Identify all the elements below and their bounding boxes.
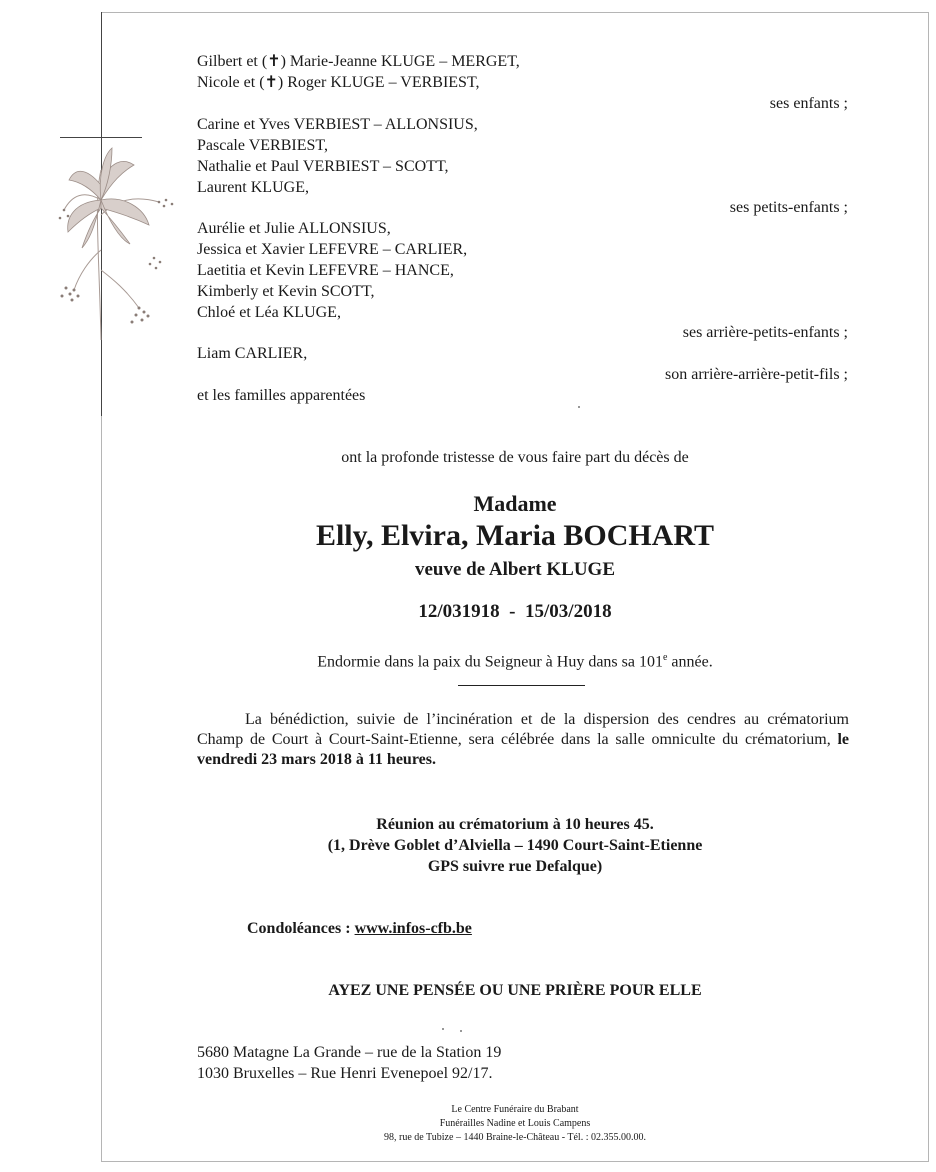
- children-role: ses enfants ;: [769, 95, 848, 112]
- meeting-line-2: (1, Drève Goblet d’Alviella – 1490 Court-Saint-Etienne: [327, 837, 703, 854]
- meeting-line-1: Réunion au crématorium à 10 heures 45.: [376, 816, 654, 833]
- children-line-1: Gilbert et (✝) Marie-Jeanne KLUGE – MERGET,: [197, 53, 520, 70]
- lily-flower-icon: [54, 140, 194, 350]
- meeting-line-3: GPS suivre rue Defalque): [427, 858, 603, 875]
- grandchildren-role: ses petits-enfants ;: [729, 199, 848, 216]
- great-grandchildren-line-3: Laetitia et Kevin LEFEVRE – HANCE,: [197, 262, 454, 279]
- rest-suffix: année.: [667, 653, 713, 671]
- great-grandchildren-line-2: Jessica et Xavier LEFEVRE – CARLIER,: [197, 241, 468, 258]
- ceremony-text: La bénédiction, suivie de l’incinération et de la dispersion des cendres au crématorium Champ de Court à Court-Saint-Etienne, sera célébrée dans la salle omniculte du crématorium,: [197, 711, 849, 748]
- scan-speck: [442, 1028, 444, 1030]
- condolences-link[interactable]: www.infos-cfb.be: [354, 920, 472, 937]
- scan-speck: [578, 406, 580, 408]
- scan-speck: [460, 1030, 462, 1032]
- cross-horizontal-bar: [60, 137, 142, 138]
- prayer-line: AYEZ UNE PENSÉE OU UNE PRIÈRE POUR ELLE: [328, 982, 702, 999]
- widow-of: veuve de Albert KLUGE: [414, 559, 616, 580]
- grandchildren-line-2: Pascale VERBIEST,: [197, 137, 328, 154]
- great-grandchildren-line-1: Aurélie et Julie ALLONSIUS,: [197, 220, 391, 237]
- funeral-home-address: 98, rue de Tubize – 1440 Braine-le-Château - Tél. : 02.355.00.00.: [384, 1132, 646, 1143]
- great-grandchildren-line-5: Chloé et Léa KLUGE,: [197, 304, 341, 321]
- funeral-home-owners: Funérailles Nadine et Louis Campens: [439, 1118, 591, 1129]
- deceased-title: Madame: [473, 491, 557, 516]
- funeral-home-name: Le Centre Funéraire du Brabant: [451, 1104, 579, 1115]
- children-line-2: Nicole et (✝) Roger KLUGE – VERBIEST,: [197, 74, 480, 91]
- life-dates: 12/031918 - 15/03/2018: [418, 601, 612, 622]
- relatives-line: et les familles apparentées: [197, 387, 366, 404]
- grandchildren-line-3: Nathalie et Paul VERBIEST – SCOTT,: [197, 158, 449, 175]
- great-grandchildren-line-4: Kimberly et Kevin SCOTT,: [197, 283, 375, 300]
- condolences-line: [247, 919, 472, 939]
- address-line-1: 5680 Matagne La Grande – rue de la Station 19: [197, 1044, 502, 1061]
- separator-rule: [458, 685, 585, 686]
- announcement: ont la profonde tristesse de vous faire part du décès de: [341, 449, 689, 466]
- great-great-grandchild: Liam CARLIER,: [197, 345, 308, 362]
- deceased-name: Elly, Elvira, Maria BOCHART: [315, 519, 715, 552]
- address-line-2: 1030 Bruxelles – Rue Henri Evenepoel 92/17.: [197, 1065, 493, 1082]
- great-grandchildren-role: ses arrière-petits-enfants ;: [682, 324, 848, 341]
- rest-line: [101, 648, 929, 672]
- condolences-label: Condoléances :: [247, 920, 355, 937]
- ceremony-date: le vendredi 23 mars 2018 à 11 heures.: [197, 731, 849, 768]
- great-great-grandchild-role: son arrière-arrière-petit-fils ;: [664, 366, 848, 383]
- rest-superscript: e: [662, 652, 668, 663]
- rest-prefix: Endormie dans la paix du Seigneur à Huy dans sa 101: [317, 653, 663, 671]
- ceremony-paragraph: [197, 710, 849, 770]
- grandchildren-line-1: Carine et Yves VERBIEST – ALLONSIUS,: [197, 116, 478, 133]
- grandchildren-line-4: Laurent KLUGE,: [197, 179, 309, 196]
